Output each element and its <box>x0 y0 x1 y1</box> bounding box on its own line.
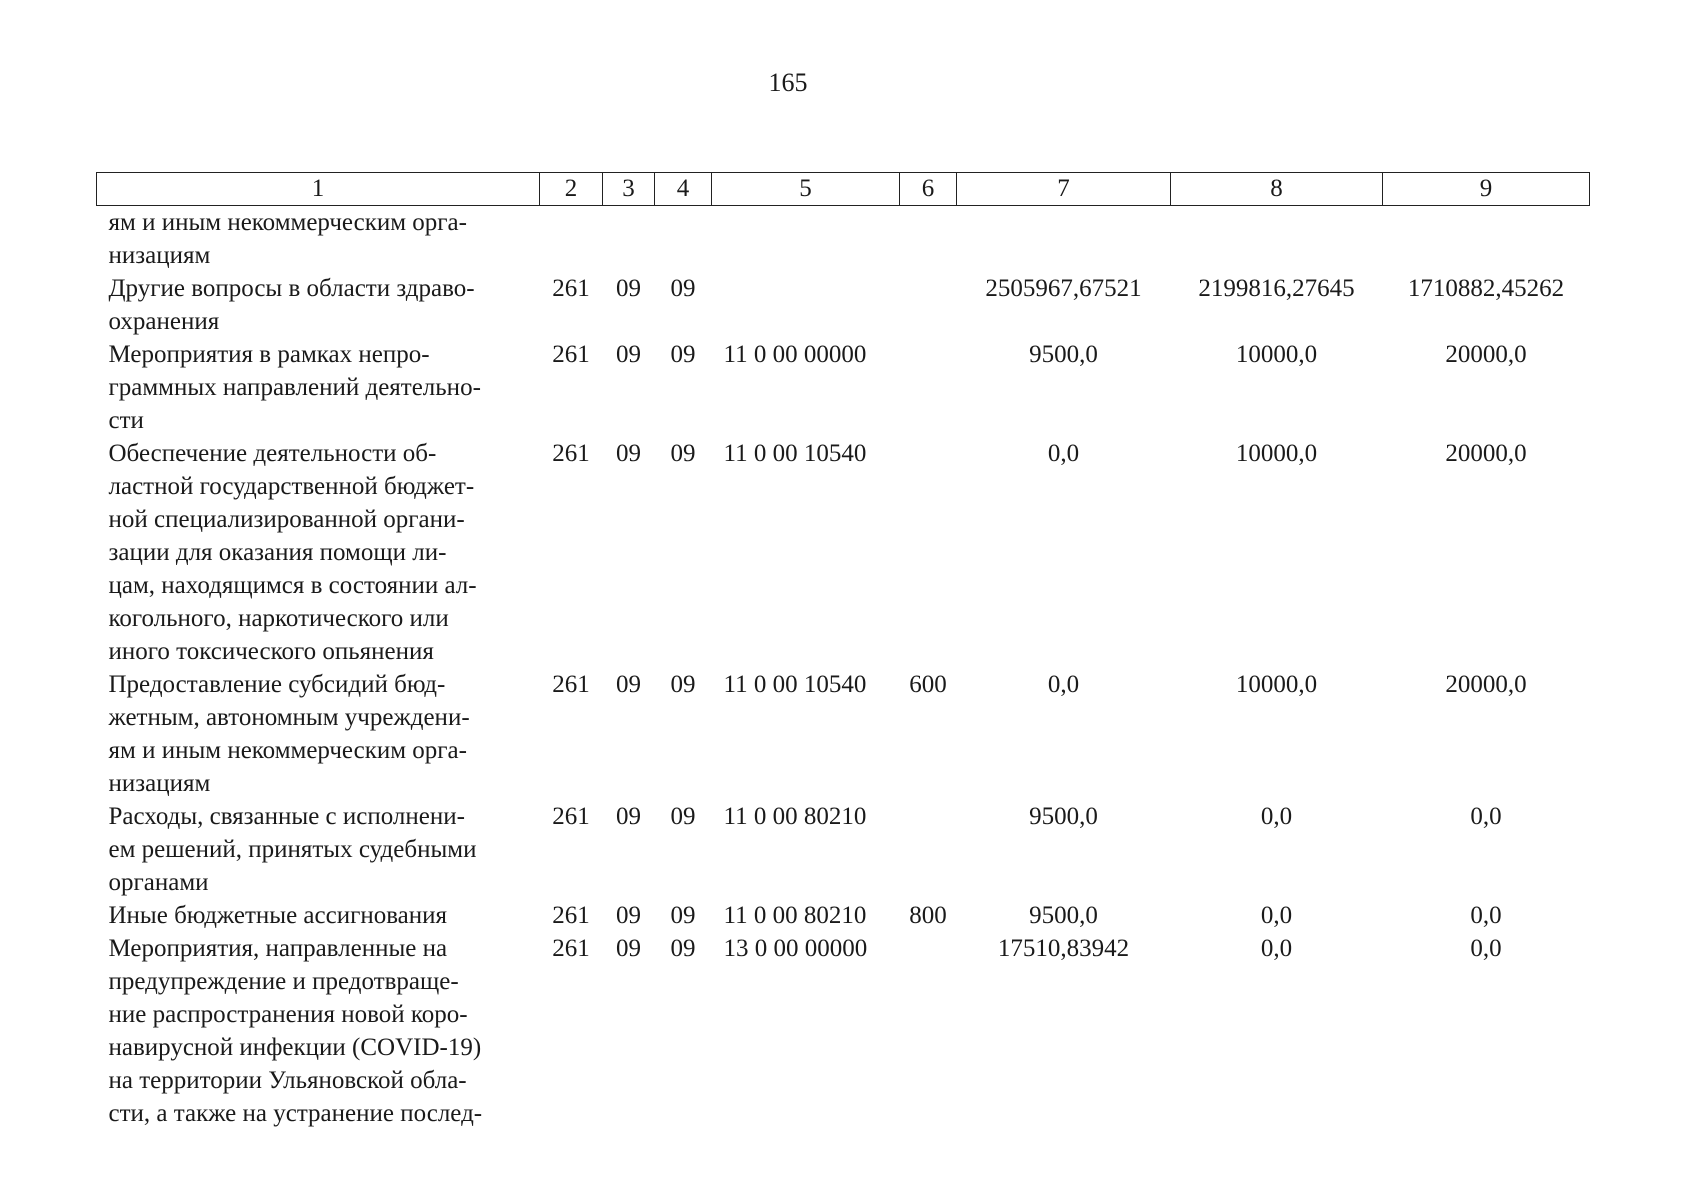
row-section-code: 09 <box>616 935 641 962</box>
page-number <box>0 70 1698 96</box>
description-line: Мероприятия, направленные на <box>108 935 448 962</box>
row-amount-col9: 0,0 <box>1470 935 1502 962</box>
row-description <box>97 800 540 899</box>
row-amount-col9: 1710882,45262 <box>1407 275 1565 302</box>
row-section-code: 09 <box>616 440 641 467</box>
row-target-article: 11 0 00 10540 <box>723 671 867 698</box>
row-description <box>97 338 540 437</box>
row-amount-col8 <box>1171 206 1383 273</box>
row-amount-col7 <box>957 206 1171 273</box>
table-row <box>97 800 1590 899</box>
row-expense-type <box>900 272 957 338</box>
table-row <box>97 338 1590 437</box>
row-subsection-code: 09 <box>670 341 696 368</box>
row-description <box>97 899 540 932</box>
row-expense-type <box>900 932 957 1130</box>
row-amount-col9: 20000,0 <box>1445 440 1527 467</box>
table-header <box>97 173 1590 206</box>
page-number-text: 165 <box>768 68 808 97</box>
table-row <box>97 206 1590 273</box>
row-admin-code: 261 <box>552 341 590 368</box>
row-target-article: 13 0 00 00000 <box>723 935 868 962</box>
row-section-code: 09 <box>616 275 641 302</box>
row-subsection-code: 09 <box>670 671 696 698</box>
row-admin-code: 261 <box>552 902 590 929</box>
header-col-2: 2 <box>540 173 603 206</box>
row-admin-code: 261 <box>552 275 590 302</box>
row-subsection-code <box>655 206 712 273</box>
row-amount-col8: 10000,0 <box>1235 671 1318 698</box>
description-line: низациям <box>108 242 211 269</box>
row-amount-col7: 9500,0 <box>1029 902 1098 929</box>
description-line: когольного, наркотического или <box>108 605 449 632</box>
description-line: ной специализированной органи- <box>108 506 465 533</box>
row-amount-col8: 0,0 <box>1260 803 1293 830</box>
row-target-article <box>712 272 900 338</box>
description-line: Другие вопросы в области здраво- <box>108 275 475 302</box>
description-line: Обеспечение деятельности об- <box>108 440 437 467</box>
row-subsection-code: 09 <box>670 902 696 929</box>
row-admin-code: 261 <box>552 440 590 467</box>
description-line: зации для оказания помощи ли- <box>108 539 447 566</box>
table-row <box>97 272 1590 338</box>
row-amount-col7: 0,0 <box>1047 440 1080 467</box>
row-subsection-code: 09 <box>670 803 696 830</box>
row-amount-col8: 0,0 <box>1260 935 1293 962</box>
row-amount-col8: 2199816,27645 <box>1198 275 1355 302</box>
description-line: Расходы, связанные с исполнени- <box>108 803 465 830</box>
description-line: низациям <box>108 770 211 797</box>
header-col-5: 5 <box>712 173 900 206</box>
header-col-1: 1 <box>97 173 540 206</box>
description-line: Иные бюджетные ассигнования <box>108 902 448 929</box>
description-line: органами <box>108 869 209 896</box>
description-line: ям и иным некоммерческим орга- <box>108 209 467 236</box>
header-col-8: 8 <box>1171 173 1383 206</box>
row-description <box>97 206 540 273</box>
row-description <box>97 932 540 1130</box>
description-line: ние распространения новой коро- <box>108 1001 468 1028</box>
row-amount-col8: 0,0 <box>1260 902 1293 929</box>
description-line: охранения <box>108 308 220 335</box>
row-subsection-code: 09 <box>670 935 696 962</box>
header-row <box>97 173 1590 206</box>
row-admin-code: 261 <box>552 671 590 698</box>
row-amount-col8: 10000,0 <box>1235 440 1318 467</box>
row-expense-type: 800 <box>909 902 947 929</box>
row-section-code <box>603 206 655 273</box>
row-expense-type: 600 <box>909 671 947 698</box>
row-amount-col7: 17510,83942 <box>997 935 1130 962</box>
row-section-code: 09 <box>616 803 641 830</box>
description-line: ям и иным некоммерческим орга- <box>108 737 467 764</box>
description-line: цам, находящимся в состоянии ал- <box>108 572 477 599</box>
description-line: жетным, автономным учреждени- <box>108 704 470 731</box>
row-amount-col7: 2505967,67521 <box>985 275 1142 302</box>
description-line: ем решений, принятых судебными <box>108 836 477 863</box>
row-admin-code: 261 <box>552 803 590 830</box>
row-section-code: 09 <box>616 671 641 698</box>
row-expense-type <box>900 206 957 273</box>
description-line: предупреждение и предотвраще- <box>108 968 459 995</box>
row-subsection-code: 09 <box>670 440 696 467</box>
row-target-article: 11 0 00 10540 <box>723 440 867 467</box>
description-line: иного токсического опьянения <box>108 638 434 665</box>
row-section-code: 09 <box>616 341 641 368</box>
row-section-code: 09 <box>616 902 641 929</box>
description-line: ластной государственной бюджет- <box>108 473 475 500</box>
row-target-article <box>712 206 900 273</box>
description-line: Мероприятия в рамках непро- <box>108 341 430 368</box>
description-line: сти, а также на устранение послед- <box>108 1100 483 1127</box>
table-row <box>97 668 1590 800</box>
row-amount-col9: 20000,0 <box>1445 341 1527 368</box>
row-target-article: 11 0 00 00000 <box>723 341 867 368</box>
row-amount-col8: 10000,0 <box>1235 341 1318 368</box>
header-col-7: 7 <box>957 173 1171 206</box>
row-amount-col7: 0,0 <box>1047 671 1080 698</box>
row-subsection-code: 09 <box>670 275 696 302</box>
row-expense-type <box>900 338 957 437</box>
description-line: на территории Ульяновской обла- <box>108 1067 467 1094</box>
description-line: граммных направлений деятельно- <box>108 374 481 401</box>
row-admin-code: 261 <box>552 935 590 962</box>
header-col-9: 9 <box>1383 173 1590 206</box>
table-row <box>97 932 1590 1130</box>
row-amount-col9: 0,0 <box>1470 902 1502 929</box>
row-amount-col7: 9500,0 <box>1029 341 1098 368</box>
row-expense-type <box>900 437 957 668</box>
description-line: сти <box>108 407 144 434</box>
row-admin-code <box>540 206 603 273</box>
row-expense-type <box>900 800 957 899</box>
row-amount-col9 <box>1383 206 1590 273</box>
row-amount-col9: 0,0 <box>1470 803 1502 830</box>
description-line: Предоставление субсидий бюд- <box>108 671 446 698</box>
row-description <box>97 437 540 668</box>
row-target-article: 11 0 00 80210 <box>723 902 867 929</box>
row-description <box>97 668 540 800</box>
row-amount-col9: 20000,0 <box>1445 671 1527 698</box>
budget-table <box>96 172 1590 1130</box>
header-col-3: 3 <box>603 173 655 206</box>
table-row <box>97 899 1590 932</box>
table-body <box>97 206 1590 1131</box>
row-description <box>97 272 540 338</box>
description-line: навирусной инфекции (COVID-19) <box>108 1034 482 1061</box>
row-amount-col7: 9500,0 <box>1029 803 1098 830</box>
header-col-6: 6 <box>900 173 957 206</box>
table-row <box>97 437 1590 668</box>
header-col-4: 4 <box>655 173 712 206</box>
row-target-article: 11 0 00 80210 <box>723 803 867 830</box>
